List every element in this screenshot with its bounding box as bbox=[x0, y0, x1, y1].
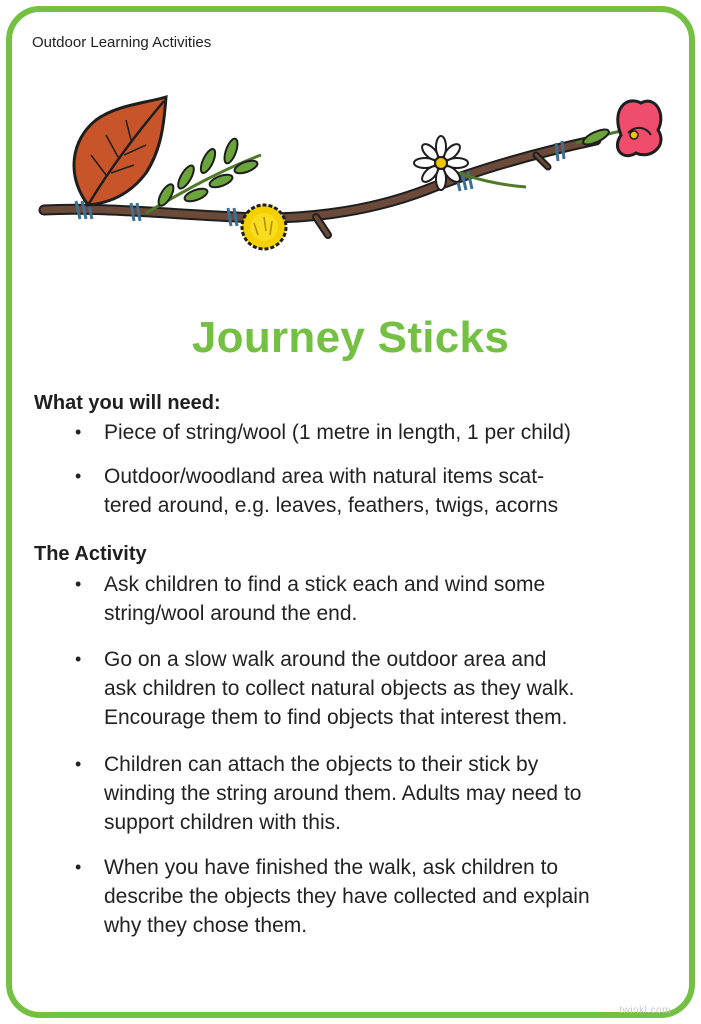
bullet-icon: • bbox=[75, 857, 82, 877]
bullet-line: Outdoor/woodland area with natural items scat- bbox=[104, 465, 545, 488]
bullet-icon: • bbox=[75, 649, 82, 669]
bullet-line: support children with this. bbox=[104, 811, 341, 834]
bullet-line: Piece of string/wool (1 metre in length, 1 per child) bbox=[104, 421, 571, 444]
header-label: Outdoor Learning Activities bbox=[32, 34, 212, 51]
section-heading-needs: What you will need: bbox=[34, 392, 221, 414]
bullet-icon: • bbox=[75, 754, 82, 774]
bullet-line: winding the string around them. Adults may need to bbox=[104, 782, 582, 805]
bullet-line: Go on a slow walk around the outdoor area and bbox=[104, 648, 547, 671]
bullet-line: ask children to collect natural objects as they walk. bbox=[104, 677, 575, 700]
bullet-icon: • bbox=[75, 466, 82, 486]
green-sprig-icon bbox=[146, 137, 261, 213]
bullet-line: When you have finished the walk, ask children to bbox=[104, 856, 559, 879]
list-item bbox=[75, 418, 655, 447]
list-item bbox=[75, 853, 655, 940]
bullet-line: Ask children to find a stick each and wind some bbox=[104, 573, 546, 596]
bullet-line: tered around, e.g. leaves, feathers, twigs, acorns bbox=[104, 494, 559, 517]
list-item bbox=[75, 570, 655, 628]
bullet-line: describe the objects they have collected and explain bbox=[104, 885, 590, 908]
dandelion-icon bbox=[242, 205, 286, 249]
watermark: twinkl.com bbox=[619, 1005, 671, 1016]
page-title: Journey Sticks bbox=[191, 313, 510, 362]
journey-stick-illustration bbox=[36, 95, 666, 265]
bullet-line: Children can attach the objects to their stick by bbox=[104, 753, 539, 776]
bullet-icon: • bbox=[75, 422, 82, 442]
section-heading-activity: The Activity bbox=[34, 543, 147, 565]
bullet-line: why they chose them. bbox=[104, 914, 308, 937]
bullet-icon: • bbox=[75, 574, 82, 594]
bullet-line: string/wool around the end. bbox=[104, 602, 358, 625]
bullet-line: Encourage them to find objects that interest them. bbox=[104, 706, 568, 729]
list-item bbox=[75, 750, 655, 837]
pink-flower-icon bbox=[576, 101, 661, 156]
autumn-leaf-icon bbox=[74, 97, 166, 205]
list-item bbox=[75, 462, 655, 520]
list-item bbox=[75, 645, 655, 732]
